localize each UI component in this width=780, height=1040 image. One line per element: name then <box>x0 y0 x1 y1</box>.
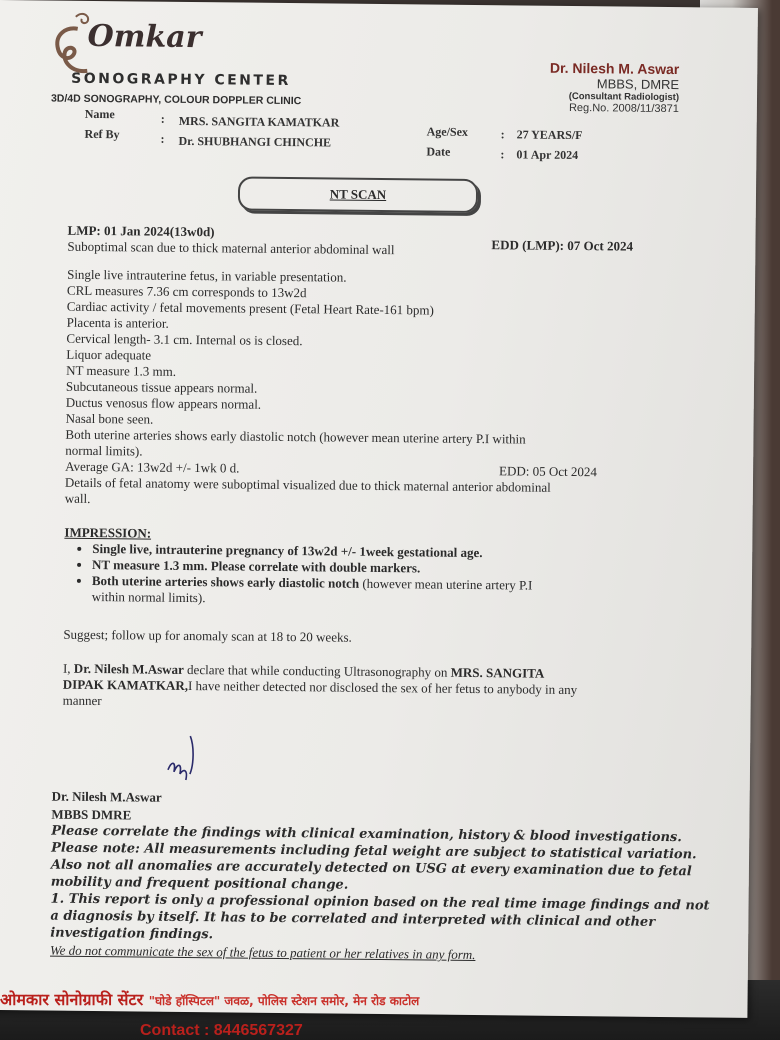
doctor-qualification: MBBS, DMRE <box>596 76 680 93</box>
report-title: NT SCAN <box>329 186 387 203</box>
impression-3-rest: (however mean uterine artery P.I <box>359 575 533 593</box>
footer-hindi <box>0 988 419 1010</box>
notes-block <box>49 823 710 966</box>
center-name: SONOGRAPHY CENTER <box>71 70 291 90</box>
doctor-reg-no: Reg.No. 2008/11/3871 <box>568 101 679 116</box>
anatomy-line-1: Details of fetal anatomy were suboptimal visualized due to thick maternal anterior abdominal <box>64 474 551 495</box>
note-line: Also not all anomalies are accurately detected on USG at every examination due to fetal <box>50 857 692 880</box>
impression-item: • Single live, intrauterine pregnancy of 13w2d +/- 1week gestational age. <box>92 541 674 563</box>
signature-icon <box>160 730 211 791</box>
name-label: Name <box>84 106 115 122</box>
doctor-name: Dr. Nilesh M. Aswar <box>549 59 680 78</box>
clinic-tagline: 3D/4D SONOGRAPHY, COLOUR DOPPLER CLINIC <box>50 92 302 108</box>
declaration-line-1: I, Dr. Nilesh M.Aswar declare that while conducting Ultrasonography on MRS. SANGITA <box>62 660 545 681</box>
finding: Single live intrauterine fetus, in variable presentation. <box>67 266 347 285</box>
finding: Liquor adequate <box>66 346 152 363</box>
note-line: a diagnosis by itself. It has to be correlated and interpreted with clinical and other <box>50 908 656 930</box>
finding: Cervical length- 3.1 cm. Internal os is closed. <box>66 330 303 349</box>
note-line: investigation findings. <box>50 925 214 943</box>
impression-3-line2: within normal limits). <box>91 588 206 606</box>
edd-lmp: EDD (LMP): 07 Oct 2024 <box>491 237 634 254</box>
disclaimer: We do not communicate the sex of the fetus to patient or her relatives in any form. <box>49 942 476 963</box>
footer-center-name: ओमकार सोनोग्राफी सेंटर <box>0 990 144 1009</box>
impression-3-bold: Both uterine arteries shows early diastolic notch <box>91 572 360 591</box>
referring-doctor: Dr. SHUBHANGI CHINCHE <box>178 133 332 150</box>
name-colon: : <box>160 111 165 126</box>
doctor-block <box>549 60 679 115</box>
anatomy-line-2: wall. <box>64 490 91 506</box>
signature-qualification: MBBS DMRE <box>51 806 132 823</box>
note-line: mobility and frequent positional change. <box>50 874 349 893</box>
refby-label: Ref By <box>84 126 120 142</box>
finding: normal limits). <box>65 442 143 459</box>
declaration-line-3: manner <box>62 692 102 709</box>
finding: Nasal bone seen. <box>65 410 154 427</box>
finding: Ductus venosus flow appears normal. <box>65 394 262 412</box>
note-line: 1. This report is only a professional opinion based on the real time image findings and not <box>50 891 710 914</box>
impression-item <box>92 573 674 611</box>
age-colon: : <box>500 127 505 142</box>
logo-text: Omkar <box>87 18 202 56</box>
suboptimal-line: Suboptimal scan due to thick maternal anterior abdominal wall <box>67 238 395 258</box>
impression-item: • NT measure 1.3 mm. Please correlate with double markers. <box>92 557 674 579</box>
finding: CRL measures 7.36 cm corresponds to 13w2d <box>66 282 307 301</box>
report-title-box <box>238 177 478 214</box>
finding: Both uterine arteries shows early diastolic notch (however mean uterine artery P.I within <box>65 426 526 447</box>
edd-ga: EDD: 05 Oct 2024 <box>499 463 598 480</box>
report-body <box>63 223 678 715</box>
date-label: Date <box>426 144 451 159</box>
lmp-line: LMP: 01 Jan 2024(13w0d) <box>67 222 215 240</box>
impression-heading: IMPRESSION: <box>64 524 152 541</box>
refby-colon: : <box>160 131 165 146</box>
impression-list <box>64 541 675 611</box>
finding: Placenta is anterior. <box>66 314 169 331</box>
note-line: Please correlate the findings with clinical examination, history & blood investigations. <box>51 823 682 846</box>
footer-address: "घोडे हॉस्पिटल" जवळ, पोलिस स्टेशन समोर, मेन रोड काटोल <box>148 994 420 1008</box>
age-label: Age/Sex <box>426 124 469 139</box>
average-ga: Average GA: 13w2d +/- 1wk 0 d. <box>65 458 240 476</box>
patient-name: MRS. SANGITA KAMATKAR <box>178 113 340 130</box>
declaration-line-2: DIPAK KAMATKAR,I have neither detected nor disclosed the sex of her fetus to anybody in any <box>62 676 578 698</box>
note-line: Please note: All measurements including fetal weight are subject to statistical variation. <box>51 840 697 863</box>
doctor-designation: (Consultant Radiologist) <box>568 90 680 104</box>
date-colon: : <box>500 147 505 162</box>
patient-age: 27 YEARS/F <box>516 127 583 143</box>
finding: NT measure 1.3 mm. <box>66 362 177 379</box>
report-date: 01 Apr 2024 <box>516 147 579 163</box>
finding: Subcutaneous tissue appears normal. <box>65 378 258 396</box>
suggest-line: Suggest; follow up for anomaly scan at 18 to 20 weeks. <box>63 626 352 645</box>
signature-doctor: Dr. Nilesh M.Aswar <box>51 788 162 805</box>
finding: Cardiac activity / fetal movements present (Fetal Heart Rate-161 bpm) <box>66 298 434 318</box>
footer-contact: Contact : 8446567327 <box>140 1022 303 1039</box>
